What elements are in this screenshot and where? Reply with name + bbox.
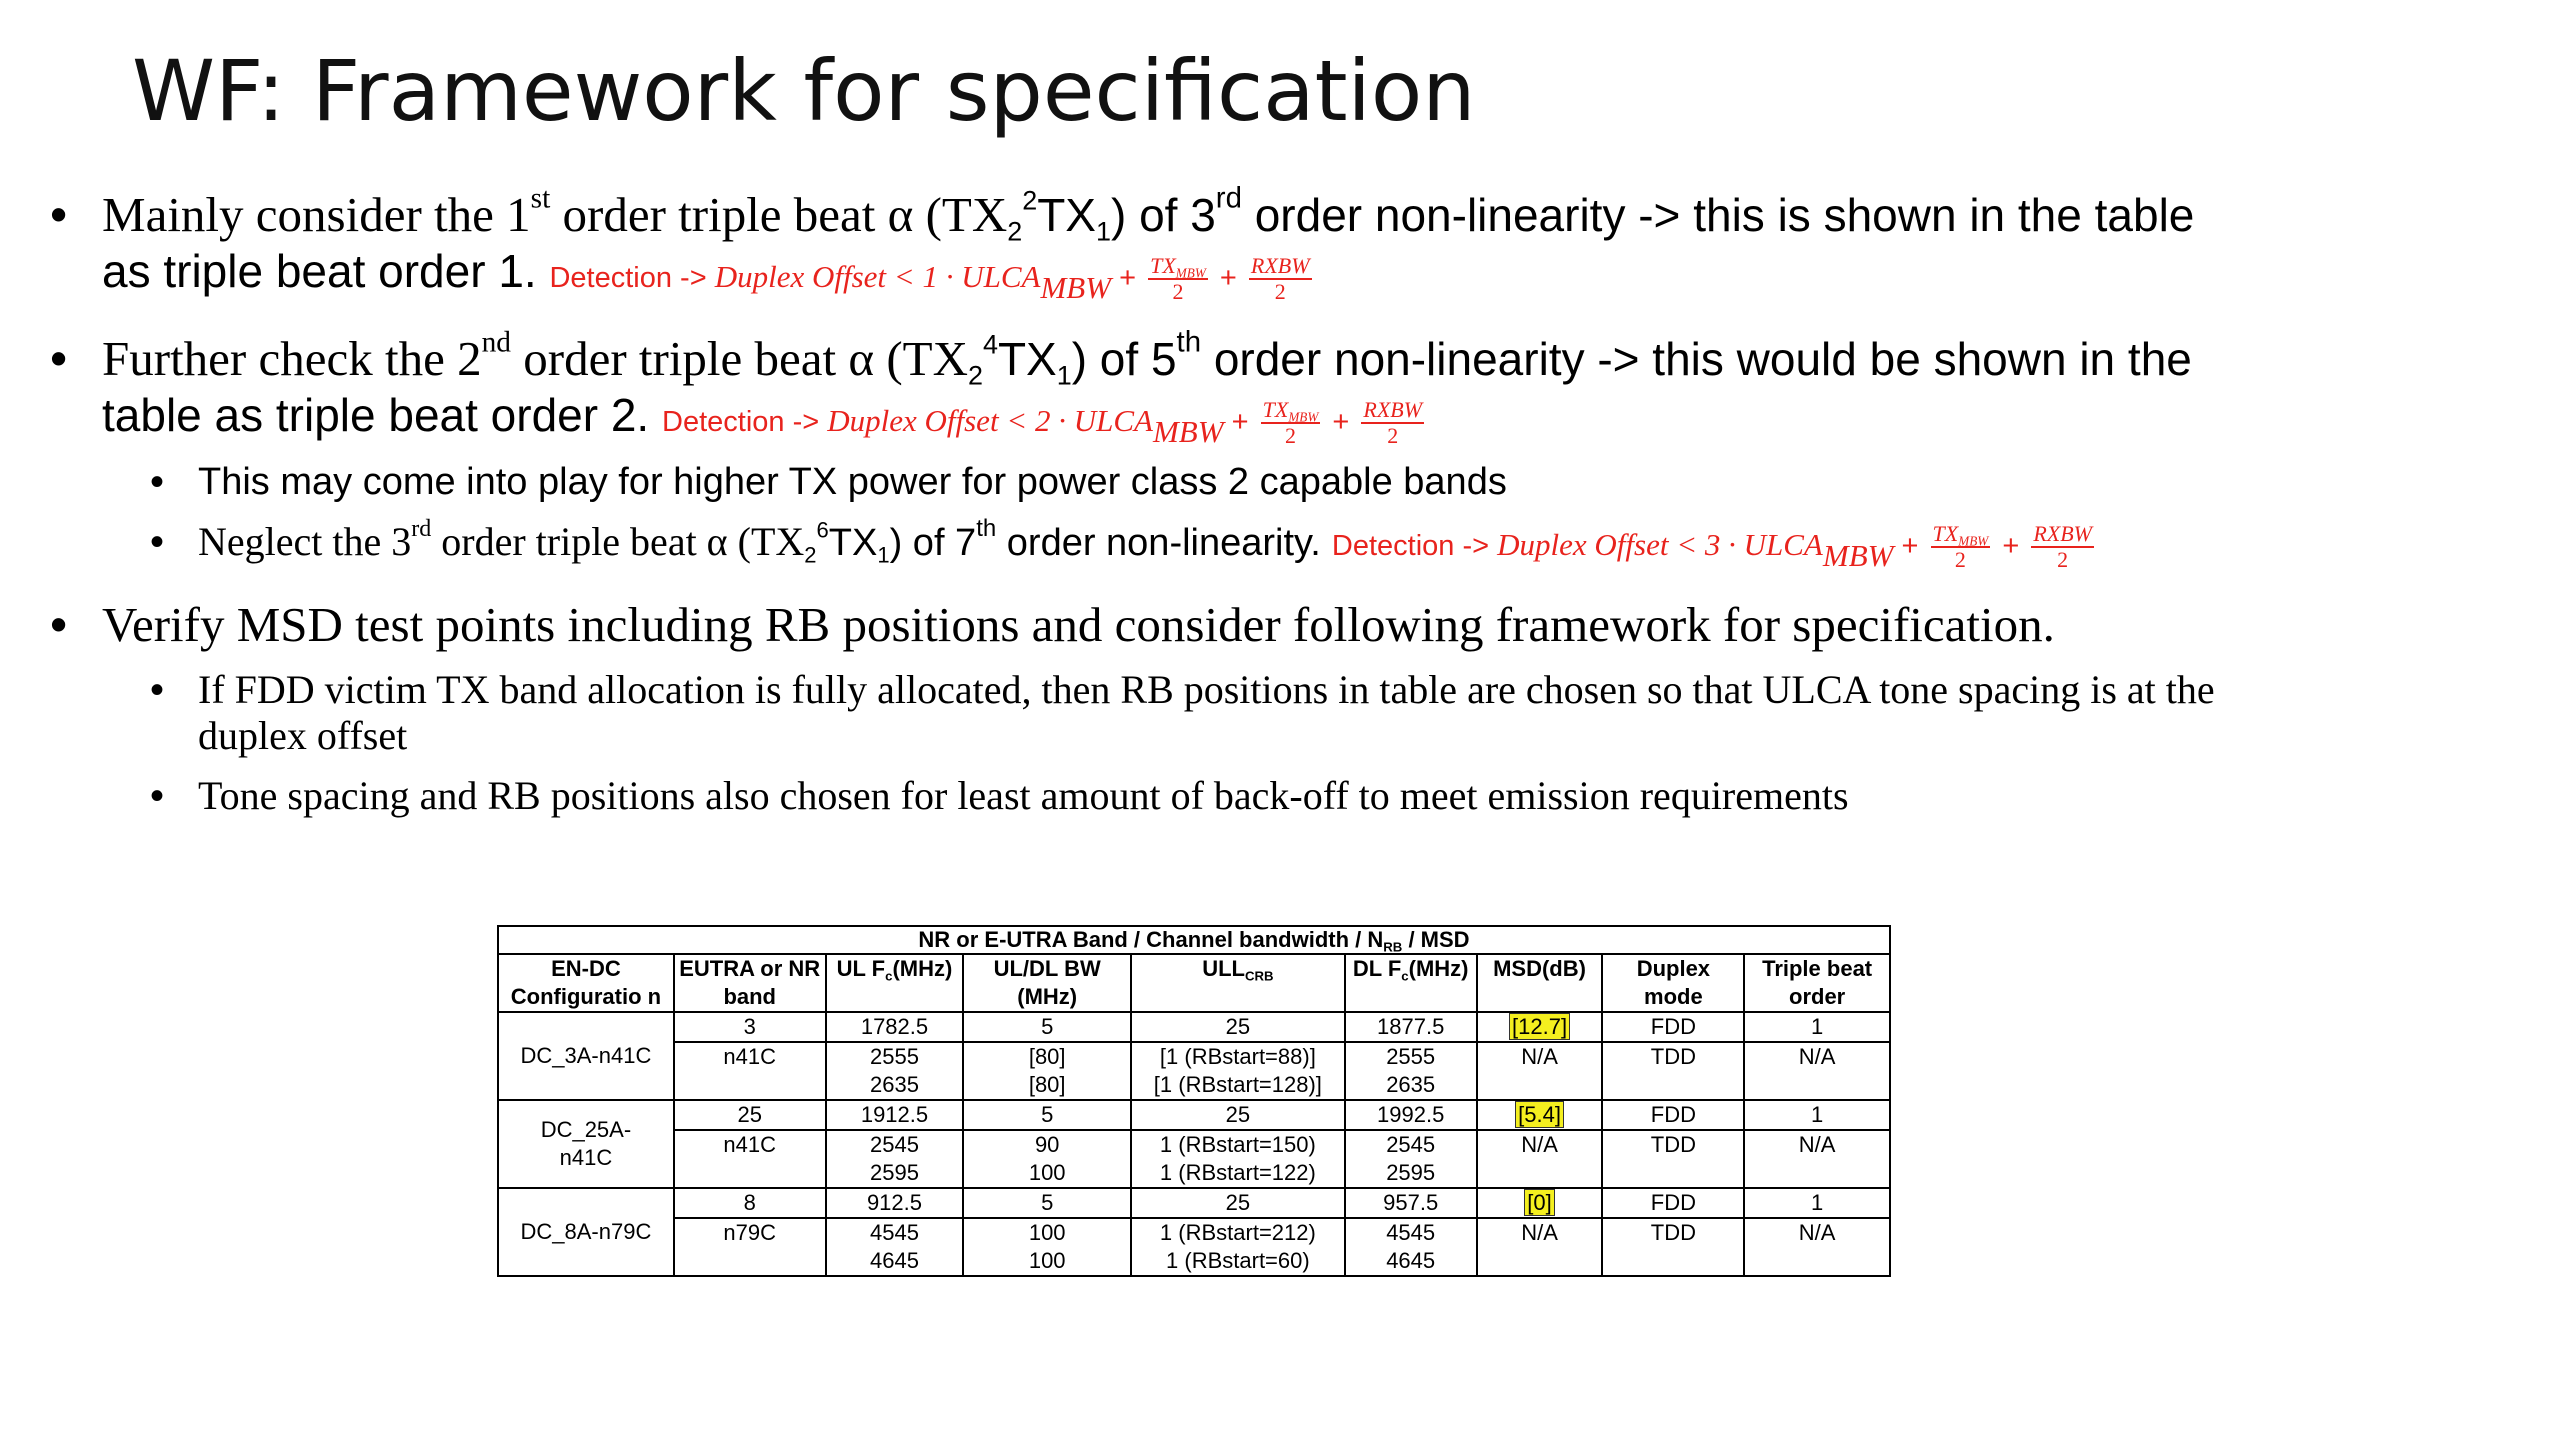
- bullet-dot: •: [50, 188, 68, 242]
- msd-cell: [12.7]: [1477, 1012, 1603, 1042]
- dl-fc-cell: 1992.5: [1345, 1100, 1477, 1130]
- msd-cell: N/A: [1477, 1042, 1603, 1100]
- table-row: [498, 1218, 1890, 1276]
- bullet-dot: •: [150, 774, 165, 818]
- bw-cell: 5: [963, 1100, 1131, 1130]
- bullet-dot: •: [50, 332, 68, 386]
- header-lcrb: $ULL_{CRB}$: [1131, 954, 1345, 1012]
- bw-cell: 90 100: [963, 1130, 1131, 1188]
- table-header-row: [498, 954, 1890, 1012]
- bullet-dot: •: [150, 460, 165, 504]
- header-ul-fc: UL $F_c(MHz)$: [826, 954, 964, 1012]
- band-cell: n41C: [674, 1042, 826, 1100]
- band-cell: n79C: [674, 1218, 826, 1276]
- triple-cell: 1: [1744, 1100, 1890, 1130]
- header-band: EUTRA or NR band: [674, 954, 826, 1012]
- lcrb-cell: 25: [1131, 1100, 1345, 1130]
- header-config: EN-DC Configuratio n: [498, 954, 674, 1012]
- table-caption: NR or E-UTRA Band / Channel bandwidth / $N_{RB}$ / MSD: [498, 926, 1890, 954]
- msd-cell: N/A: [1477, 1218, 1603, 1276]
- table-row: [498, 1130, 1890, 1188]
- msd-cell: [5.4]: [1477, 1100, 1603, 1130]
- bw-cell: 100 100: [963, 1218, 1131, 1276]
- triple-cell: N/A: [1744, 1130, 1890, 1188]
- band-cell: 8: [674, 1188, 826, 1218]
- tx-mbw-fraction: $\frac{TX_{MBW}}{2}$: [1150, 253, 1206, 305]
- ul-fc-cell: 4545 4645: [826, 1218, 964, 1276]
- band-cell: n41C: [674, 1130, 826, 1188]
- header-dl-fc: DL $F_c(MHz)$: [1345, 954, 1477, 1012]
- table-row: [498, 1100, 1890, 1130]
- triple-cell: N/A: [1744, 1218, 1890, 1276]
- triple-cell: N/A: [1744, 1042, 1890, 1100]
- bullet-dot: •: [150, 668, 165, 712]
- duplex-cell: FDD: [1602, 1188, 1744, 1218]
- rx-bw-fraction: $\frac{\text{RXBW}}{2}$: [1363, 397, 1423, 449]
- duplex-cell: TDD: [1602, 1218, 1744, 1276]
- table-row: [498, 1188, 1890, 1218]
- config-cell: DC_8A-n79C: [498, 1188, 674, 1276]
- ul-fc-cell: 912.5: [826, 1188, 964, 1218]
- header-bw: UL/DL BW (MHz): [963, 954, 1131, 1012]
- slide-title: WF: Framework for specification: [132, 42, 1476, 140]
- ul-fc-cell: 1782.5: [826, 1012, 964, 1042]
- lcrb-cell: 25: [1131, 1188, 1345, 1218]
- lcrb-cell: [1 (RBstart=88)] [1 (RBstart=128)]: [1131, 1042, 1345, 1100]
- dl-fc-cell: 2555 2635: [1345, 1042, 1477, 1100]
- detection-formula-1: Detection -> Duplex Offset < $1 \cdot ULCA_{MBW}$ + $\frac{TX_{MBW}}{2}$ + $\frac{\text{RXBW}}{2}$: [549, 253, 1310, 305]
- bullet-1-line-2: as triple beat order 1. Detection -> Duplex Offset < $1 \cdot ULCA_{MBW}$ + $\frac{TX_{MBW}}{2}$ + $\frac{\text{RXBW}}{2}$: [102, 242, 1316, 307]
- bullet-3b: Tone spacing and RB positions also chosen for least amount of back-off to meet emission requirements: [198, 773, 1849, 818]
- rx-bw-fraction: $\frac{\text{RXBW}}{2}$: [2033, 521, 2092, 573]
- ul-fc-cell: 2545 2595: [826, 1130, 964, 1188]
- config-cell: DC_3A-n41C: [498, 1012, 674, 1100]
- bullet-2-line-2: table as triple beat order 2. Detection -> Duplex Offset < $2 \cdot ULCA_{MBW}$ + $\frac{TX_{MBW}}{2}$ + $\frac{\text{RXBW}}{2}$: [102, 386, 1428, 451]
- dl-fc-cell: 2545 2595: [1345, 1130, 1477, 1188]
- bullet-3: Verify MSD test points including RB positions and consider following framework for specification.: [102, 597, 2055, 652]
- duplex-cell: TDD: [1602, 1042, 1744, 1100]
- bullet-dot: •: [150, 520, 165, 564]
- ul-fc-cell: 1912.5: [826, 1100, 964, 1130]
- bullet-dot: •: [50, 598, 68, 652]
- bullet-3a-line-1: If FDD victim TX band allocation is fully allocated, then RB positions in table are chosen so that ULCA tone spacing is at the: [198, 667, 2215, 712]
- bullet-2-line-1: Further check the 2nd order triple beat α $(TX_2^4TX_1)$ of 5th order non-linearity -> this would be shown in the: [102, 325, 2192, 391]
- lcrb-cell: 1 (RBstart=212) 1 (RBstart=60): [1131, 1218, 1345, 1276]
- duplex-cell: FDD: [1602, 1012, 1744, 1042]
- table-row: [498, 1042, 1890, 1100]
- bw-cell: 5: [963, 1012, 1131, 1042]
- ul-fc-cell: 2555 2635: [826, 1042, 964, 1100]
- band-cell: 25: [674, 1100, 826, 1130]
- header-duplex: Duplex mode: [1602, 954, 1744, 1012]
- header-msd: MSD(dB): [1477, 954, 1603, 1012]
- duplex-cell: TDD: [1602, 1130, 1744, 1188]
- bw-cell: 5: [963, 1188, 1131, 1218]
- tx-mbw-fraction: $\frac{TX_{MBW}}{2}$: [1932, 521, 1989, 573]
- detection-formula-2: Detection -> Duplex Offset < $2 \cdot ULCA_{MBW}$ + $\frac{TX_{MBW}}{2}$ + $\frac{\text{RXBW}}{2}$: [662, 397, 1423, 449]
- triple-cell: 1: [1744, 1188, 1890, 1218]
- table-row: [498, 1012, 1890, 1042]
- header-triple: Triple beat order: [1744, 954, 1890, 1012]
- duplex-cell: FDD: [1602, 1100, 1744, 1130]
- lcrb-cell: 25: [1131, 1012, 1345, 1042]
- msd-cell: N/A: [1477, 1130, 1603, 1188]
- band-cell: 3: [674, 1012, 826, 1042]
- dl-fc-cell: 4545 4645: [1345, 1218, 1477, 1276]
- bullet-1-line-1: Mainly consider the 1st order triple beat α $(TX_2^2TX_1)$ of 3rd order non-linearity -> this is shown in the table: [102, 181, 2195, 247]
- tx-mbw-fraction: $\frac{TX_{MBW}}{2}$: [1262, 397, 1319, 449]
- bullet-2b: Neglect the 3rd order triple beat α $(TX_2^6TX_1)$ of 7th order non-linearity. Detection -> Duplex Offset < $3 \cdot ULCA_{MBW}$ + $\frac{TX_{MBW}}{2}$ + $\frac{\text{RXBW}}{2}$: [198, 518, 2098, 572]
- bw-cell: [80] [80]: [963, 1042, 1131, 1100]
- config-cell: DC_25A- n41C: [498, 1100, 674, 1188]
- triple-cell: 1: [1744, 1012, 1890, 1042]
- msd-table: [497, 925, 1891, 1277]
- dl-fc-cell: 1877.5: [1345, 1012, 1477, 1042]
- bullet-2a: This may come into play for higher TX power for power class 2 capable bands: [198, 461, 1507, 503]
- lcrb-cell: 1 (RBstart=150) 1 (RBstart=122): [1131, 1130, 1345, 1188]
- bullet-3a-line-2: duplex offset: [198, 713, 408, 758]
- dl-fc-cell: 957.5: [1345, 1188, 1477, 1218]
- msd-cell: [0]: [1477, 1188, 1603, 1218]
- rx-bw-fraction: $\frac{\text{RXBW}}{2}$: [1250, 253, 1310, 305]
- detection-formula-3: Detection -> Duplex Offset < $3 \cdot ULCA_{MBW}$ + $\frac{TX_{MBW}}{2}$ + $\frac{\text{RXBW}}{2}$: [1331, 521, 2092, 573]
